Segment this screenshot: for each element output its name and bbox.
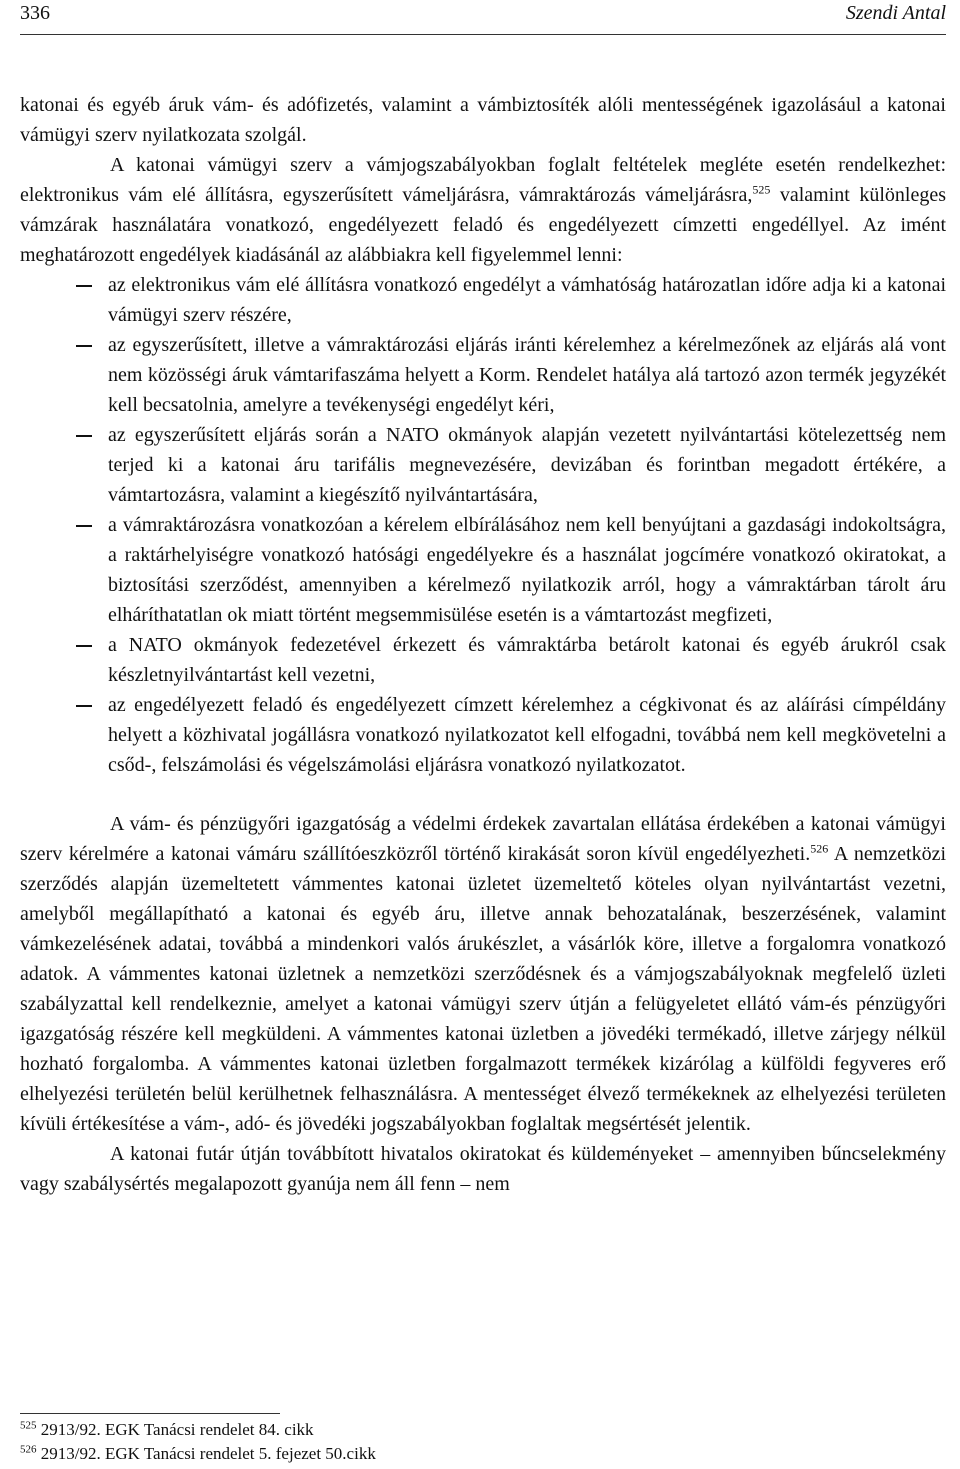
list-item: az elektronikus vám elé állításra vonatkozó engedélyt a vámhatóság határozatlan időre adja ki a katonai vámügyi szerv részére, — [20, 270, 946, 330]
footnotes — [20, 1418, 376, 1466]
footnote-ref-526[interactable]: 526 — [810, 841, 829, 856]
paragraph-3 — [20, 809, 946, 1139]
paragraph-3-text-a: A vám- és pénzügyőri igazgatóság a védelmi érdekek zavartalan ellátása érdekében a katonai vámügyi szerv kérelmére a katonai vámáru szállítóeszközről történő kirakását soron kívül engedélyezheti. — [20, 813, 946, 865]
list-item: az engedélyezett feladó és engedélyezett címzett kérelemhez a cégkivonat és az aláírási címpéldány helyett a közhivatal jogállásra vonatkozó nyilatkozatot kell elfogadni, továbbá nem kell megkövetelni a csőd-, felszámolási és végelszámolási eljárásra vonatkozó nyilatkozatot. — [20, 690, 946, 780]
list-item: a NATO okmányok fedezetével érkezett és vámraktárba betárolt katonai és egyéb árukról csak készletnyilvántartást kell vezetni, — [20, 630, 946, 690]
footnote-526 — [20, 1442, 376, 1466]
requirements-list — [20, 270, 946, 780]
paragraph-2 — [20, 150, 946, 270]
main-text — [20, 90, 946, 1199]
paragraph-3-text-b: A nemzetközi szerződés alapján üzemeltetett vámmentes katonai üzletet üzemeltető köteles olyan nyilvántartást vezetni, amelyből megállapítható a katonai és egyéb áru, illetve annak behozatalának, beszerzésének, valamint vámkezelésének adatai, továbbá a mindenkori valós árukészlet, a vásárlók köre, illetve a forgalomra vonatkozó adatok. A vámmentes katonai üzletnek a nemzetközi szerződésnek és a vámjogszabályoknak megfelelő üzleti szabályzattal kell rendelkeznie, amelyet a katonai vámügyi szerv útján a felügyeletet ellátó vám-és pénzügyőri igazgatóság részére kell megküldeni. A vámmentes katonai üzletben a jövedéki termékadó, illetve zárjegy nélkül hozható forgalomba. A vámmentes katonai üzletben forgalmazott termékek kizárólag a külföldi fegyveres erő elhelyezési területén belül kerülhetnek felhasználásra. A mentességet élvező termékeknek az elhelyezési területen kívüli értékesítése a vám-, adó- és jövedéki jogszabályokban foglaltak megsértését jelentik. — [20, 843, 946, 1135]
paragraph-2-text-b: valamint különleges vámzárak használatára vonatkozó, engedélyezett feladó és engedélyezett címzetti engedéllyel. Az imént meghatározott engedélyek kiadásánál az alábbiakra kell figyelemmel lenni: — [20, 184, 946, 266]
page-header — [20, 0, 946, 35]
paragraph-1: katonai és egyéb áruk vám- és adófizetés, valamint a vámbiztosíték alóli mentességének igazolásául a katonai vámügyi szerv nyilatkozata szolgál. — [20, 94, 946, 146]
footnote-525 — [20, 1418, 376, 1442]
running-head-author: Szendi Antal — [845, 2, 946, 24]
footnote-text: 2913/92. EGK Tanácsi rendelet 5. fejezet 50.cikk — [40, 1444, 376, 1463]
page-number: 336 — [20, 2, 50, 24]
list-item: az egyszerűsített, illetve a vámraktározási eljárás iránti kérelemhez a kérelmezőnek az eljárás alá vont nem közösségi áruk vámtarifaszáma helyett a Korm. Rendelet hatálya alá tartozó azon termék jegyzékét kell becsatolnia, amelyre a tevékenységi engedélyt kéri, — [20, 330, 946, 420]
footnote-mark: 526 — [20, 1443, 37, 1456]
footnote-mark: 525 — [20, 1419, 37, 1432]
paragraph-4: A katonai futár útján továbbított hivatalos okiratokat és küldeményeket – amennyiben bűncselekmény vagy szabálysértés megalapozott gyanúja nem áll fenn – nem — [20, 1143, 946, 1195]
paragraph-2-text-a: A katonai vámügyi szerv a vámjogszabályokban foglalt feltételek megléte esetén rendelkezhet: elektronikus vám elé állításra, egyszerűsített vámeljárásra, vámraktározás vámeljárásra, — [20, 154, 946, 206]
footnote-ref-525[interactable]: 525 — [752, 182, 771, 197]
list-item: az egyszerűsített eljárás során a NATO okmányok alapján vezetett nyilvántartási kötelezettség nem terjed ki a katonai áru tarifális megnevezésére, devizában és forintban megadott értékére, a vámtartozásra, valamint a kiegészítő nyilvántartására, — [20, 420, 946, 510]
footnote-separator — [20, 1413, 280, 1414]
footnote-text: 2913/92. EGK Tanácsi rendelet 84. cikk — [40, 1420, 314, 1439]
list-item: a vámraktározásra vonatkozóan a kérelem elbírálásához nem kell benyújtani a gazdasági indokoltságra, a raktárhelyiségre vonatkozó hatósági engedélyekre és a használat jogcímére vonatkozó okiratokat, a biztosítási szerződést, amennyiben a kérelmező nyilatkozik arról, hogy a vámraktárban tárolt áru elháríthatatlan ok miatt történt megsemmisülése esetén is a vámtartozást megfizeti, — [20, 510, 946, 630]
